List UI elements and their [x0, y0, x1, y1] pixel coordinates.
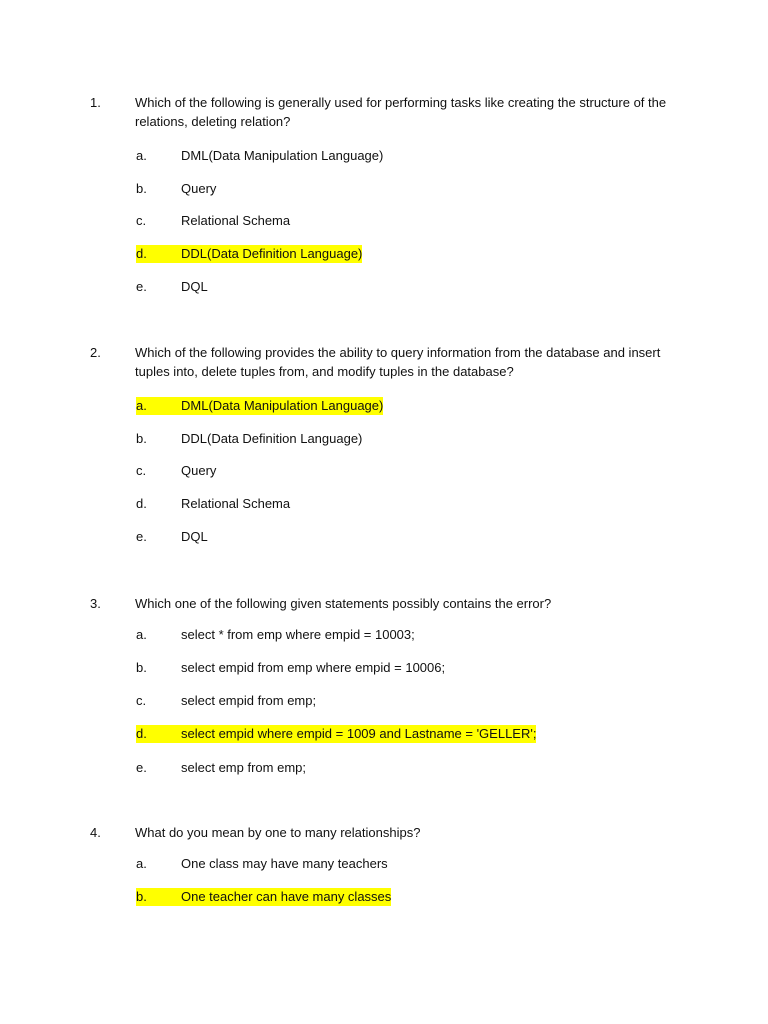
option-a	[136, 626, 415, 644]
question-number: 4.	[90, 825, 101, 840]
option-text: DDL(Data Definition Language)	[181, 246, 363, 261]
question-prompt: What do you mean by one to many relationships?	[135, 825, 421, 840]
option-e	[136, 278, 208, 296]
option-text: select * from emp where empid = 10003;	[181, 627, 415, 642]
option-c	[136, 692, 316, 710]
option-e	[136, 528, 208, 546]
option-letter: a.	[136, 397, 181, 415]
option-letter: b.	[136, 181, 147, 196]
question-2	[90, 343, 680, 544]
question-text	[90, 823, 680, 842]
question-text	[90, 93, 680, 131]
option-text: DQL	[181, 279, 208, 294]
option-d	[136, 495, 290, 513]
option-letter: b.	[136, 431, 147, 446]
question-number: 2.	[90, 345, 101, 360]
option-b	[136, 659, 445, 677]
option-letter: b.	[136, 660, 147, 675]
option-letter: e.	[136, 760, 147, 775]
question-text	[90, 343, 680, 381]
option-letter: e.	[136, 529, 147, 544]
option-e	[136, 759, 306, 777]
option-letter: c.	[136, 693, 147, 708]
option-text: DML(Data Manipulation Language)	[181, 148, 384, 163]
option-letter: b.	[136, 888, 181, 906]
option-text: DML(Data Manipulation Language)	[181, 398, 384, 413]
question-4	[90, 823, 680, 904]
question-prompt: Which of the following provides the ability to query information from the database and insert tuples into, delete tuples from, and modify tuples in the database?	[135, 345, 661, 379]
option-text: One teacher can have many classes	[181, 889, 392, 904]
option-a	[136, 147, 383, 165]
option-c	[136, 212, 290, 230]
option-letter: c.	[136, 463, 147, 478]
option-letter: d.	[136, 725, 181, 743]
question-prompt: Which one of the following given statements possibly contains the error?	[135, 596, 552, 611]
option-letter: c.	[136, 213, 147, 228]
option-b	[136, 430, 362, 448]
option-letter: d.	[136, 496, 147, 511]
option-text: select empid where empid = 1009 and Lastname = 'GELLER';	[181, 726, 537, 741]
question-prompt: Which of the following is generally used for performing tasks like creating the structure of the relations, deleting relation?	[135, 95, 667, 129]
option-letter: a.	[136, 148, 147, 163]
option-letter: d.	[136, 245, 181, 263]
option-d-correct	[136, 245, 362, 263]
option-text: DDL(Data Definition Language)	[181, 431, 363, 446]
question-3	[90, 594, 680, 775]
option-text: Relational Schema	[181, 496, 291, 511]
question-1	[90, 93, 680, 294]
option-letter: e.	[136, 279, 147, 294]
option-text: Relational Schema	[181, 213, 291, 228]
option-b	[136, 180, 216, 198]
option-c	[136, 462, 216, 480]
option-text: select emp from emp;	[181, 760, 306, 775]
option-letter: a.	[136, 856, 147, 871]
option-text: One class may have many teachers	[181, 856, 388, 871]
option-text: select empid from emp where empid = 10006;	[181, 660, 446, 675]
option-a	[136, 855, 388, 873]
option-b-correct	[136, 888, 391, 906]
option-text: DQL	[181, 529, 208, 544]
option-d-correct	[136, 725, 536, 743]
option-text: Query	[181, 181, 217, 196]
question-number: 1.	[90, 95, 101, 110]
question-text	[90, 594, 680, 613]
option-a-correct	[136, 397, 383, 415]
option-text: Query	[181, 463, 217, 478]
question-number: 3.	[90, 596, 101, 611]
option-text: select empid from emp;	[181, 693, 317, 708]
option-letter: a.	[136, 627, 147, 642]
